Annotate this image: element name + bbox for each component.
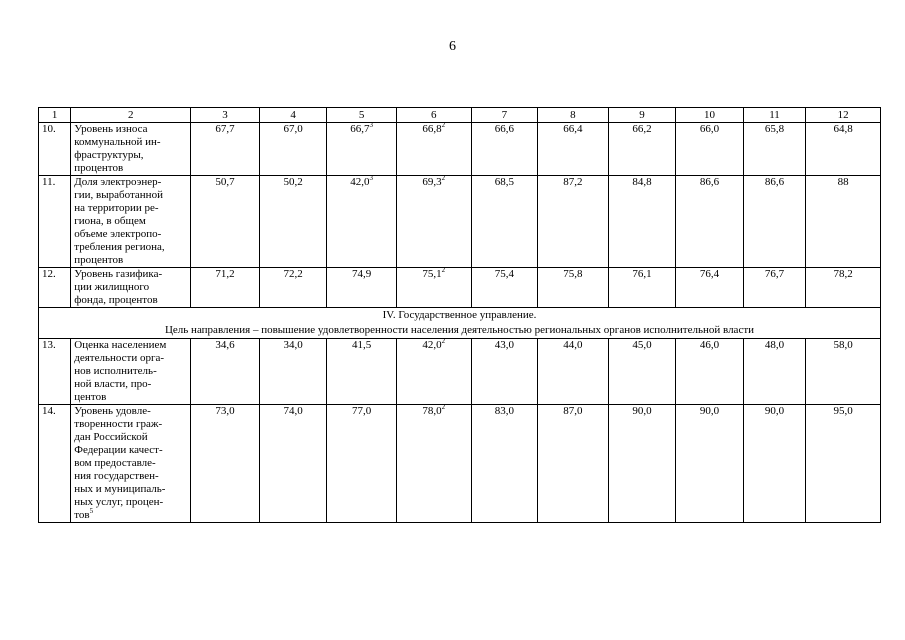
indicator-name-text: ции жилищного — [74, 281, 150, 293]
header-cell: 11 — [743, 108, 806, 123]
indicator-name-text: ных услуг, процен- — [74, 496, 164, 508]
value-text: 84,8 — [632, 176, 652, 188]
value-cell — [191, 176, 260, 268]
value-text: 34,6 — [215, 339, 235, 351]
value-cell — [806, 176, 881, 268]
value-text: 68,5 — [494, 176, 514, 188]
value-cell — [327, 123, 397, 176]
value-cell — [259, 268, 327, 308]
indicators-table — [38, 107, 881, 523]
value-cell — [538, 123, 609, 176]
indicator-name-text: Доля электроэнер- — [74, 176, 162, 188]
indicator-name-line — [74, 136, 187, 149]
value-text: 83,0 — [494, 405, 514, 417]
table-row — [39, 405, 881, 523]
indicator-name — [71, 123, 191, 176]
value-cell — [327, 405, 397, 523]
header-cell: 10 — [676, 108, 744, 123]
indicator-name-text: процентов — [74, 162, 124, 174]
value-text: 76,4 — [699, 268, 720, 280]
value-cell — [471, 123, 538, 176]
value-cell — [676, 176, 744, 268]
value-text: 50,2 — [283, 176, 303, 188]
indicator-name-line — [74, 202, 187, 215]
column-number-header — [39, 108, 881, 123]
footnote-mark: 2 — [441, 175, 446, 182]
indicator-name-text: тов — [74, 509, 90, 521]
value-cell — [191, 405, 260, 523]
value-cell — [608, 123, 676, 176]
section-header — [39, 308, 881, 339]
value-text: 46,0 — [699, 339, 720, 351]
indicator-name-line — [74, 509, 187, 522]
value-cell — [259, 176, 327, 268]
indicator-name-line — [74, 339, 187, 352]
row-number: 13. — [39, 339, 71, 405]
value-cell — [608, 339, 676, 405]
value-cell — [396, 176, 471, 268]
value-cell — [471, 339, 538, 405]
indicator-name-text: ной власти, про- — [74, 378, 152, 390]
footnote-mark: 2 — [441, 267, 446, 274]
footnote-mark: 3 — [369, 122, 374, 129]
header-cell: 7 — [471, 108, 538, 123]
value-cell — [327, 268, 397, 308]
value-cell — [396, 123, 471, 176]
indicator-name-text: ния государствен- — [74, 470, 159, 482]
indicator-name-line — [74, 352, 187, 365]
indicator-name-line — [74, 268, 187, 281]
footnote-mark: 2 — [441, 122, 446, 129]
value-cell — [191, 123, 260, 176]
indicator-name-text: центов — [74, 391, 107, 403]
indicator-name-text: объеме электропо- — [74, 228, 162, 240]
indicator-name-line — [74, 431, 187, 444]
value-cell — [471, 405, 538, 523]
value-text: 78,2 — [833, 268, 853, 280]
indicator-name — [71, 268, 191, 308]
indicator-name-text: Оценка населением — [74, 339, 167, 351]
footnote-mark: 3 — [369, 175, 374, 182]
value-cell — [676, 123, 744, 176]
value-cell — [676, 268, 744, 308]
indicator-name-text: Уровень износа — [74, 123, 148, 135]
value-text: 66,7 — [350, 123, 370, 135]
indicator-name-text: на территории ре- — [74, 202, 159, 214]
indicator-name-line — [74, 378, 187, 391]
indicator-name-line — [74, 241, 187, 254]
header-cell: 6 — [396, 108, 471, 123]
value-cell — [396, 339, 471, 405]
value-text: 64,8 — [833, 123, 853, 135]
value-cell — [608, 405, 676, 523]
indicator-name-text: творенности граж- — [74, 418, 163, 430]
value-cell — [471, 176, 538, 268]
value-cell — [608, 268, 676, 308]
page-number: 6 — [449, 39, 456, 54]
header-cell: 5 — [327, 108, 397, 123]
value-text: 75,8 — [563, 268, 583, 280]
indicator-name-text: процентов — [74, 254, 124, 266]
indicator-name-text: нов исполнитель- — [74, 365, 157, 377]
value-cell — [538, 405, 609, 523]
value-text: 67,0 — [283, 123, 303, 135]
table-row — [39, 268, 881, 308]
header-cell: 12 — [806, 108, 881, 123]
indicator-name-line — [74, 391, 187, 404]
value-cell — [806, 339, 881, 405]
value-cell — [743, 268, 806, 308]
indicator-name-text: ных и муниципаль- — [74, 483, 166, 495]
table-row — [39, 123, 881, 176]
indicator-name-line — [74, 215, 187, 228]
value-text: 44,0 — [563, 339, 583, 351]
indicator-name — [71, 405, 191, 523]
section-row — [39, 308, 881, 339]
indicator-name-line — [74, 254, 187, 267]
value-text: 74,9 — [352, 268, 372, 280]
value-text: 75,1 — [422, 268, 442, 280]
value-cell — [191, 339, 260, 405]
value-cell — [676, 339, 744, 405]
value-text: 41,5 — [352, 339, 372, 351]
value-cell — [538, 176, 609, 268]
value-text: 71,2 — [215, 268, 235, 280]
value-cell — [259, 339, 327, 405]
indicator-name-line — [74, 281, 187, 294]
indicator-name-text: вом предоставле- — [74, 457, 156, 469]
indicator-name-line — [74, 162, 187, 175]
value-cell — [743, 405, 806, 523]
value-text: 73,0 — [215, 405, 235, 417]
footnote-mark: 2 — [441, 404, 446, 411]
section-title: IV. Государственное управление. — [382, 309, 537, 321]
value-text: 34,0 — [283, 339, 303, 351]
value-text: 76,7 — [764, 268, 785, 280]
indicator-name-line — [74, 294, 187, 307]
value-cell — [259, 405, 327, 523]
indicator-name-text: дан Российской — [74, 431, 148, 443]
indicator-name-text: гии, выработанной — [74, 189, 163, 201]
header-cell: 1 — [39, 108, 71, 123]
table-row — [39, 176, 881, 268]
value-text: 66,0 — [699, 123, 720, 135]
indicator-name-line — [74, 470, 187, 483]
value-cell — [538, 268, 609, 308]
header-cell: 9 — [608, 108, 676, 123]
value-text: 42,0 — [422, 339, 442, 351]
table-row — [39, 339, 881, 405]
indicator-name-line — [74, 189, 187, 202]
value-text: 66,4 — [563, 123, 583, 135]
value-text: 58,0 — [833, 339, 853, 351]
value-text: 87,0 — [563, 405, 583, 417]
value-text: 66,2 — [632, 123, 652, 135]
value-text: 43,0 — [494, 339, 514, 351]
value-text: 67,7 — [215, 123, 235, 135]
value-text: 78,0 — [422, 405, 442, 417]
footnote-mark: 5 — [89, 507, 94, 515]
value-cell — [191, 268, 260, 308]
value-text: 77,0 — [352, 405, 372, 417]
indicator-name-text: гиона, в общем — [74, 215, 146, 227]
indicator-name — [71, 176, 191, 268]
value-text: 65,8 — [764, 123, 785, 135]
value-text: 69,3 — [422, 176, 442, 188]
header-cell: 8 — [538, 108, 609, 123]
value-cell — [608, 176, 676, 268]
indicator-name-line — [74, 418, 187, 431]
value-text: 90,0 — [699, 405, 720, 417]
header-cell: 3 — [191, 108, 260, 123]
indicator-name-text: фраструктуры, — [74, 149, 144, 161]
value-cell — [676, 405, 744, 523]
header-cell: 4 — [259, 108, 327, 123]
table-body — [39, 108, 881, 523]
indicator-name-line — [74, 149, 187, 162]
indicator-name-line — [74, 405, 187, 418]
value-text: 90,0 — [764, 405, 785, 417]
footnote-mark: 2 — [441, 338, 446, 345]
value-cell — [806, 405, 881, 523]
value-text: 66,8 — [422, 123, 442, 135]
row-number: 10. — [39, 123, 71, 176]
value-text: 86,6 — [699, 176, 720, 188]
row-number: 12. — [39, 268, 71, 308]
header-cell: 2 — [71, 108, 191, 123]
value-cell — [806, 123, 881, 176]
indicator-name-text: Федерации качест- — [74, 444, 163, 456]
indicator-name-text: требления региона, — [74, 241, 165, 253]
value-text: 66,6 — [494, 123, 514, 135]
indicator-name-line — [74, 176, 187, 189]
value-text: 50,7 — [215, 176, 235, 188]
indicator-name-line — [74, 483, 187, 496]
value-text: 72,2 — [283, 268, 303, 280]
value-cell — [743, 339, 806, 405]
value-text: 90,0 — [632, 405, 652, 417]
indicator-name-text: коммунальной ин- — [74, 136, 161, 148]
value-text: 95,0 — [833, 405, 853, 417]
value-text: 86,6 — [764, 176, 785, 188]
value-text: 74,0 — [283, 405, 303, 417]
indicator-name-line — [74, 365, 187, 378]
indicator-name-line — [74, 228, 187, 241]
indicator-name-line — [74, 123, 187, 136]
indicator-name-text: фонда, процентов — [74, 294, 158, 306]
indicator-name-line — [74, 444, 187, 457]
value-text: 87,2 — [563, 176, 583, 188]
row-number: 11. — [39, 176, 71, 268]
value-text: 45,0 — [632, 339, 652, 351]
row-number: 14. — [39, 405, 71, 523]
section-goal: Цель направления – повышение удовлетворенности населения деятельностью региональных органов исполнительной власти — [164, 324, 755, 336]
value-cell — [471, 268, 538, 308]
value-text: 88 — [837, 176, 849, 188]
value-cell — [396, 405, 471, 523]
value-cell — [259, 123, 327, 176]
value-text: 48,0 — [764, 339, 785, 351]
indicator-name-text: Уровень удовле- — [74, 405, 151, 417]
value-cell — [327, 339, 397, 405]
indicator-name-line — [74, 457, 187, 470]
indicator-name — [71, 339, 191, 405]
value-cell — [806, 268, 881, 308]
value-cell — [743, 123, 806, 176]
value-text: 75,4 — [494, 268, 514, 280]
indicator-name-text: деятельности орга- — [74, 352, 165, 364]
value-cell — [743, 176, 806, 268]
value-cell — [327, 176, 397, 268]
indicator-name-text: Уровень газифика- — [74, 268, 163, 280]
value-cell — [538, 339, 609, 405]
value-text: 42,0 — [350, 176, 370, 188]
value-text: 76,1 — [632, 268, 652, 280]
value-cell — [396, 268, 471, 308]
